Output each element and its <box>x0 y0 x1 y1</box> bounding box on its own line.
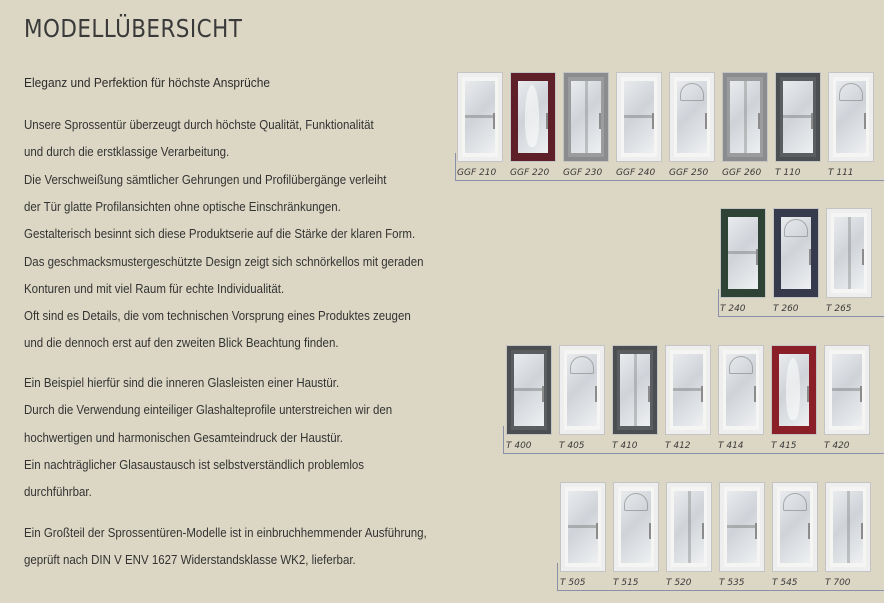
row-baseline <box>503 453 884 454</box>
text-line: Durch die Verwendung einteiliger Glashalteprofile unterstreichen wir den <box>24 403 393 418</box>
door-model-image <box>776 73 820 161</box>
door-arch-window <box>570 356 594 374</box>
row-baseline-tick <box>718 289 719 317</box>
text-line: Konturen und mit viel Raum für echte Individualität. <box>24 281 285 296</box>
text-line: hochwertigen und harmonischen Gesamteindruck der Haustür. <box>24 430 343 445</box>
door-model-label: T 515 <box>613 578 639 588</box>
door-glass-accent <box>786 358 800 420</box>
door-model-image <box>772 346 816 434</box>
door-handle-icon <box>860 386 862 402</box>
door-model-image <box>666 346 710 434</box>
door-side-bar <box>847 491 850 563</box>
door-model-label: T 400 <box>506 441 532 451</box>
door-handle-icon <box>546 113 548 129</box>
door-handle-icon <box>542 386 544 402</box>
door-side-bar <box>634 354 637 426</box>
door-model-image <box>560 346 604 434</box>
door-handle-icon <box>758 113 760 129</box>
door-mullion-bar <box>727 525 757 528</box>
page-title: MODELLÜBERSICHT <box>24 14 243 43</box>
door-handle-icon <box>808 523 810 539</box>
door-model-label: T 700 <box>825 578 851 588</box>
page-subtitle: Eleganz und Perfektion für höchste Ansprüche <box>24 75 271 90</box>
door-handle-icon <box>864 113 866 129</box>
door-model-image <box>720 483 764 571</box>
row-baseline-tick <box>557 563 558 591</box>
door-model-image <box>827 209 871 297</box>
door-handle-icon <box>811 113 813 129</box>
row-baseline <box>718 316 884 317</box>
door-handle-icon <box>807 386 809 402</box>
text-line: Oft sind es Details, die vom technischen Vorsprung eines Produktes zeugen <box>24 309 411 324</box>
text-line: und die dennoch erst auf den zweiten Blick Beachtung finden. <box>24 336 339 351</box>
door-model-image <box>670 73 714 161</box>
door-model-image <box>826 483 870 571</box>
text-line: Ein Beispiel hierfür sind die inneren Glasleisten einer Haustür. <box>24 376 340 390</box>
door-side-bar <box>744 81 747 153</box>
door-side-bar <box>848 217 851 289</box>
door-model-image <box>829 73 873 161</box>
door-arch-window <box>839 83 863 101</box>
row-baseline-tick <box>455 153 456 181</box>
door-mullion-bar <box>624 115 654 118</box>
door-handle-icon <box>596 523 598 539</box>
door-handle-icon <box>705 113 707 129</box>
door-arch-window <box>624 493 648 511</box>
door-model-label: GGF 210 <box>457 168 497 178</box>
door-arch-window <box>784 219 808 237</box>
door-model-image <box>721 209 765 297</box>
door-model-image <box>773 483 817 571</box>
door-side-bar <box>585 81 588 153</box>
door-handle-icon <box>754 386 756 402</box>
door-model-label: T 260 <box>773 304 799 314</box>
door-handle-icon <box>701 386 703 402</box>
door-model-image <box>614 483 658 571</box>
door-arch-window <box>729 356 753 374</box>
door-handle-icon <box>702 523 704 539</box>
door-model-label: T 410 <box>612 441 638 451</box>
door-model-label: T 415 <box>771 441 797 451</box>
door-mullion-bar <box>728 251 758 254</box>
door-handle-icon <box>756 249 758 265</box>
door-model-image <box>667 483 711 571</box>
door-mullion-bar <box>673 388 703 391</box>
text-line: durchführbar. <box>24 485 92 500</box>
door-mullion-bar <box>783 115 813 118</box>
text-line: Ein Großteil der Sprossentüren-Modelle ist in einbruchhemmender Ausführung, <box>24 526 427 540</box>
door-mullion-bar <box>568 525 598 528</box>
row-baseline <box>455 180 884 181</box>
door-model-label: T 505 <box>560 578 586 588</box>
door-handle-icon <box>755 523 757 539</box>
door-side-bar <box>688 491 691 563</box>
text-line: geprüft nach DIN V ENV 1627 Widerstandsklasse WK2, lieferbar. <box>24 553 356 568</box>
door-mullion-bar <box>465 115 495 118</box>
door-handle-icon <box>861 523 863 539</box>
door-model-label: T 265 <box>826 304 852 314</box>
door-model-label: GGF 240 <box>616 168 656 178</box>
door-handle-icon <box>648 386 650 402</box>
door-model-image <box>507 346 551 434</box>
door-handle-icon <box>649 523 651 539</box>
door-model-label: GGF 220 <box>510 168 550 178</box>
text-line: Gestalterisch besinnt sich diese Produktserie auf die Stärke der klaren Form. <box>24 227 416 242</box>
door-model-image <box>458 73 502 161</box>
door-model-image <box>561 483 605 571</box>
door-model-label: GGF 260 <box>722 168 762 178</box>
door-model-image <box>564 73 608 161</box>
text-line: der Tür glatte Profilansichten ohne optische Einschränkungen. <box>24 199 341 214</box>
door-handle-icon <box>652 113 654 129</box>
door-model-image <box>774 209 818 297</box>
door-model-image <box>825 346 869 434</box>
door-model-label: T 412 <box>665 441 691 451</box>
door-arch-window <box>783 493 807 511</box>
text-line: Die Verschweißung sämtlicher Gehrungen und Profilübergänge verleiht <box>24 172 387 187</box>
text-line: und durch die erstklassige Verarbeitung. <box>24 145 230 160</box>
door-model-label: T 520 <box>666 578 692 588</box>
door-handle-icon <box>599 113 601 129</box>
door-mullion-bar <box>832 388 862 391</box>
text-line: Unsere Sprossentür überzeugt durch höchste Qualität, Funktionalität <box>24 118 374 132</box>
door-model-label: T 405 <box>559 441 585 451</box>
door-model-image <box>719 346 763 434</box>
door-handle-icon <box>862 249 864 265</box>
door-handle-icon <box>493 113 495 129</box>
door-arch-window <box>680 83 704 101</box>
door-model-label: T 414 <box>718 441 744 451</box>
door-model-label: T 110 <box>775 168 801 178</box>
door-model-label: T 420 <box>824 441 850 451</box>
door-model-image <box>613 346 657 434</box>
text-line: Ein nachträglicher Glasaustausch ist selbstverständlich problemlos <box>24 457 365 472</box>
door-model-image <box>511 73 555 161</box>
door-model-image <box>723 73 767 161</box>
door-model-label: T 535 <box>719 578 745 588</box>
door-model-label: GGF 250 <box>669 168 709 178</box>
door-mullion-bar <box>514 388 544 391</box>
row-baseline <box>557 590 884 591</box>
door-glass-accent <box>525 85 539 147</box>
door-handle-icon <box>809 249 811 265</box>
door-model-label: T 240 <box>720 304 746 314</box>
door-model-image <box>617 73 661 161</box>
door-model-label: T 545 <box>772 578 798 588</box>
text-line: Das geschmacksmustergeschützte Design zeigt sich schnörkellos mit geraden <box>24 254 424 269</box>
door-handle-icon <box>595 386 597 402</box>
row-baseline-tick <box>503 426 504 454</box>
door-model-label: T 111 <box>828 168 854 178</box>
door-model-label: GGF 230 <box>563 168 603 178</box>
